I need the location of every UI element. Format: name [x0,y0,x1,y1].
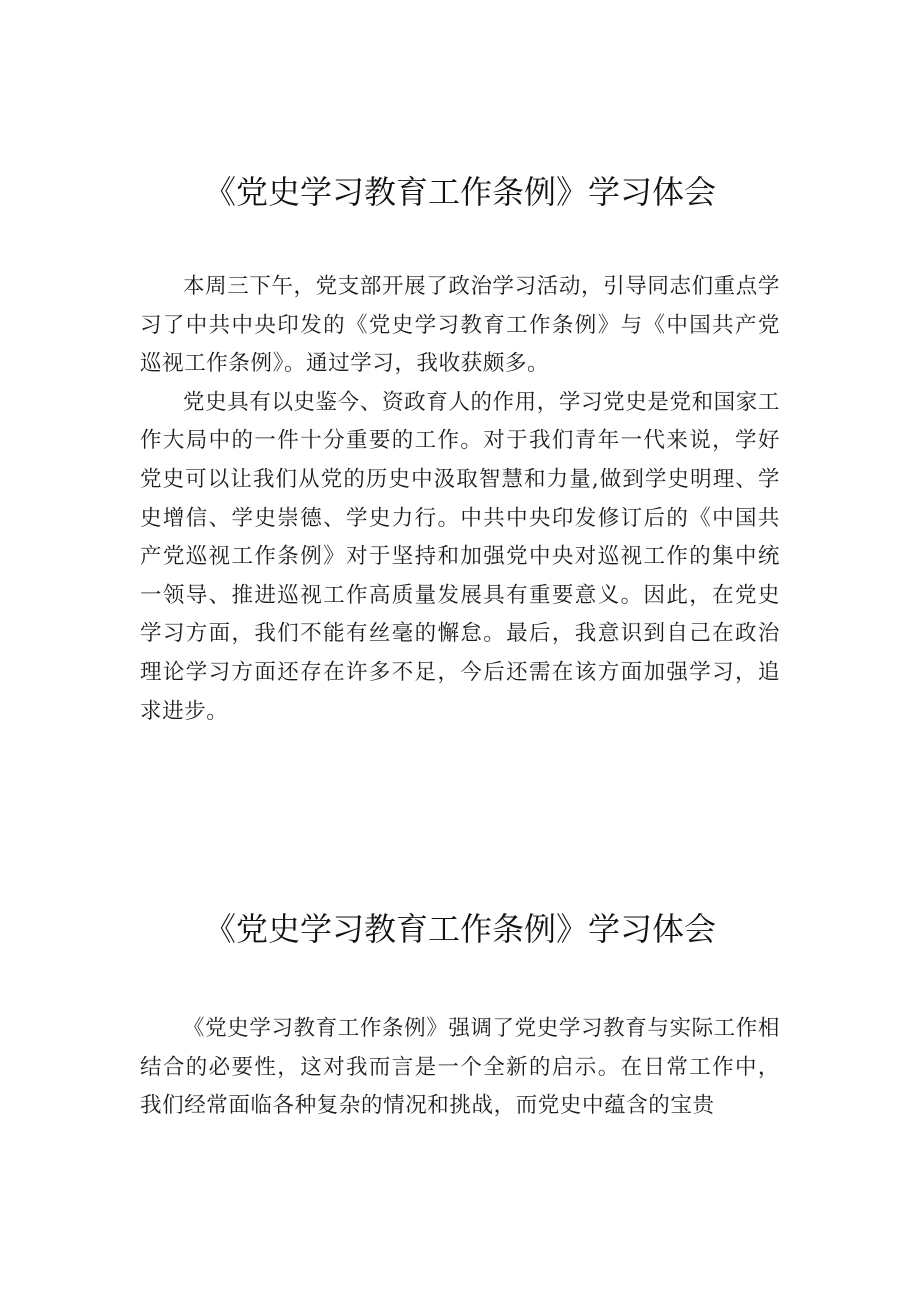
body-paragraph: 《党史学习教育工作条例》强调了党史学习教育与实际工作相结合的必要性，这对我而言是一个全新的启示。在日常工作中，我们经常面临各种复杂的情况和挑战，而党史中蕴含的宝贵 [140,1016,780,1119]
body-paragraph: 本周三下午，党支部开展了政治学习活动，引导同志们重点学习了中共中央印发的《党史学习教育工作条例》与《中国共产党巡视工作条例》。通过学习，我收获颇多。 [140,274,780,377]
essay-section-2 [140,905,780,1126]
section-title: 《党史学习教育工作条例》学习体会 [203,173,716,211]
body-paragraph: 党史具有以史鉴今、资政育人的作用，学习党史是党和国家工作大局中的一件十分重要的工作。对于我们青年一代来说，学好党史可以让我们从党的历史中汲取智慧和力量,做到学史明理、学史增信、学史崇德、学史力行。中共中央印发修订后的《中国共产党巡视工作条例》对于坚持和加强党中央对巡视工作的集中统一领导、推进巡视工作高质量发展具有重要意义。因此，在党史学习方面，我们不能有丝毫的懈怠。最后，我意识到自己在政治理论学习方面还存在许多不足，今后还需在该方面加强学习，追求进步。 [140,389,780,724]
section-title: 《党史学习教育工作条例》学习体会 [203,910,716,948]
essay-section-1 [140,168,780,731]
